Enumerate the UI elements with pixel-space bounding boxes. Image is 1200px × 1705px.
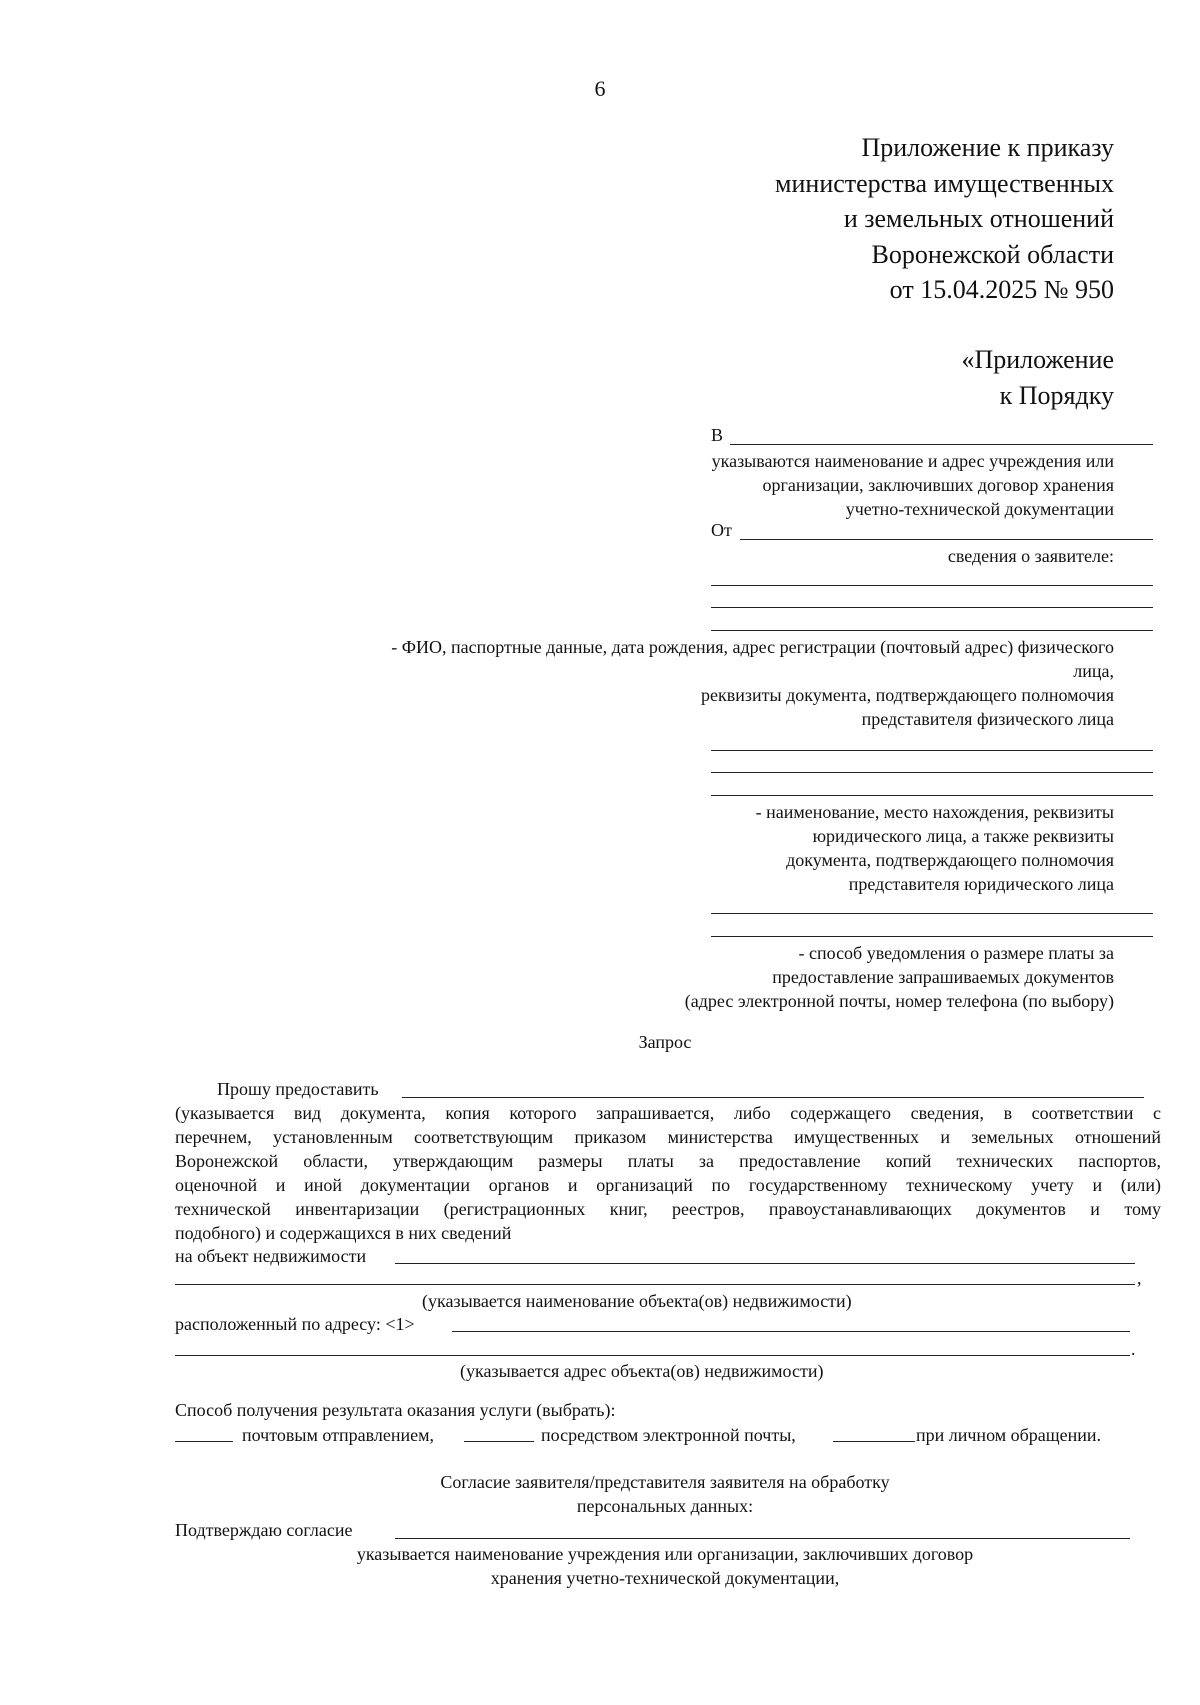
ask-field-line[interactable] xyxy=(402,1097,1144,1098)
consent-confirm-label: Подтверждаю согласие xyxy=(175,1520,353,1540)
applicant-line-1[interactable] xyxy=(711,585,1153,586)
individual-hint-line-4: представителя физического лица xyxy=(861,709,1114,729)
notify-hint-line-2: предоставление запрашиваемых документов xyxy=(772,967,1114,987)
ask-hint-line-5: технической инвентаризации (регистрационных книг, реестров, правоустанавливающих документов и тому xyxy=(175,1199,1161,1219)
consent-title-line-1: Согласие заявителя/представителя заявителя на обработку xyxy=(440,1472,890,1492)
object-comma: , xyxy=(1137,1268,1142,1288)
individual-line-3[interactable] xyxy=(711,795,1153,796)
header-line-5: от 15.04.2025 № 950 xyxy=(889,275,1114,304)
header-line-3: и земельных отношений xyxy=(843,204,1114,233)
consent-title-line-2: персональных данных: xyxy=(576,1496,754,1516)
applicant-label: сведения о заявителе: xyxy=(947,546,1114,566)
ask-hint-line-6: подобного) и содержащихся в них сведений xyxy=(175,1223,512,1243)
delivery-email-checkbox-line[interactable] xyxy=(464,1441,534,1442)
delivery-mail-checkbox-line[interactable] xyxy=(175,1441,233,1442)
delivery-option-personal: при личном обращении. xyxy=(916,1425,1102,1445)
to-hint-line-1: указываются наименование и адрес учреждения или xyxy=(711,451,1114,471)
address-field-line-2[interactable] xyxy=(175,1355,1130,1356)
sub-header-line-2: к Порядку xyxy=(999,381,1114,410)
consent-field-line[interactable] xyxy=(395,1538,1130,1539)
delivery-option-mail: почтовым отправлением, xyxy=(242,1425,434,1445)
from-field-line[interactable] xyxy=(740,539,1153,540)
individual-hint-line-3: реквизиты документа, подтверждающего полномочия xyxy=(701,685,1114,705)
individual-hint-line-1: - ФИО, паспортные данные, дата рождения, адрес регистрации (почтовый адрес) физического xyxy=(391,637,1114,657)
applicant-line-3[interactable] xyxy=(711,630,1153,631)
to-hint-line-3: учетно-технической документации xyxy=(845,499,1114,519)
object-hint: (указывается наименование объекта(ов) недвижимости) xyxy=(422,1291,852,1311)
request-title: Запрос xyxy=(638,1032,692,1052)
consent-hint-line-1: указывается наименование учреждения или организации, заключивших договор xyxy=(356,1544,974,1564)
notify-hint-line-1: - способ уведомления о размере платы за xyxy=(798,943,1114,963)
notify-line-2[interactable] xyxy=(711,936,1153,937)
individual-line-1[interactable] xyxy=(711,750,1153,751)
applicant-line-2[interactable] xyxy=(711,607,1153,608)
legal-hint-line-3: документа, подтверждающего полномочия xyxy=(786,850,1114,870)
legal-hint-line-2: юридического лица, а также реквизиты xyxy=(812,826,1114,846)
page-number: 6 xyxy=(594,76,606,101)
delivery-option-email: посредством электронной почты, xyxy=(541,1425,796,1445)
to-field-line[interactable] xyxy=(730,444,1153,445)
ask-hint-line-4: оценочной и иной документации органов и организаций по государственному техническому учету и (или) xyxy=(175,1175,1161,1195)
object-field-line-2[interactable] xyxy=(175,1284,1135,1285)
address-field-line-1[interactable] xyxy=(452,1331,1130,1332)
header-line-2: министерства имущественных xyxy=(775,169,1114,198)
from-label: От xyxy=(711,520,732,540)
address-period: . xyxy=(1131,1339,1136,1359)
delivery-personal-checkbox-line[interactable] xyxy=(833,1441,915,1442)
individual-hint-line-2: лица, xyxy=(1073,661,1114,681)
legal-hint-line-1: - наименование, место нахождения, реквизиты xyxy=(755,802,1114,822)
individual-line-2[interactable] xyxy=(711,772,1153,773)
ask-hint-line-2: перечнем, установленным соответствующим приказом министерства имущественных и земельных отношений xyxy=(175,1127,1161,1147)
delivery-label: Способ получения результата оказания услуги (выбрать): xyxy=(175,1400,616,1420)
to-hint-line-2: организации, заключивших договор хранения xyxy=(762,475,1114,495)
consent-hint-line-2: хранения учетно-технической документации, xyxy=(490,1568,840,1588)
header-line-4: Воронежской области xyxy=(871,240,1114,269)
to-label: В xyxy=(711,425,724,445)
address-hint: (указывается адрес объекта(ов) недвижимости) xyxy=(460,1361,824,1381)
sub-header-line-1: «Приложение xyxy=(961,345,1114,374)
ask-label: Прошу предоставить xyxy=(217,1079,379,1099)
ask-hint-line-1: (указывается вид документа, копия которого запрашивается, либо содержащего сведения, в соответствии с xyxy=(175,1103,1161,1123)
notify-hint-line-3: (адрес электронной почты, номер телефона (по выбору) xyxy=(684,991,1114,1011)
object-label: на объект недвижимости xyxy=(175,1246,367,1266)
legal-hint-line-4: представителя юридического лица xyxy=(848,874,1114,894)
header-line-1: Приложение к приказу xyxy=(861,133,1114,162)
address-label: расположенный по адресу: <1> xyxy=(175,1314,415,1334)
object-field-line-1[interactable] xyxy=(395,1263,1135,1264)
ask-hint-line-3: Воронежской области, утверждающим размеры платы за предоставление копий технических паспортов, xyxy=(175,1151,1161,1171)
notify-line-1[interactable] xyxy=(711,913,1153,914)
